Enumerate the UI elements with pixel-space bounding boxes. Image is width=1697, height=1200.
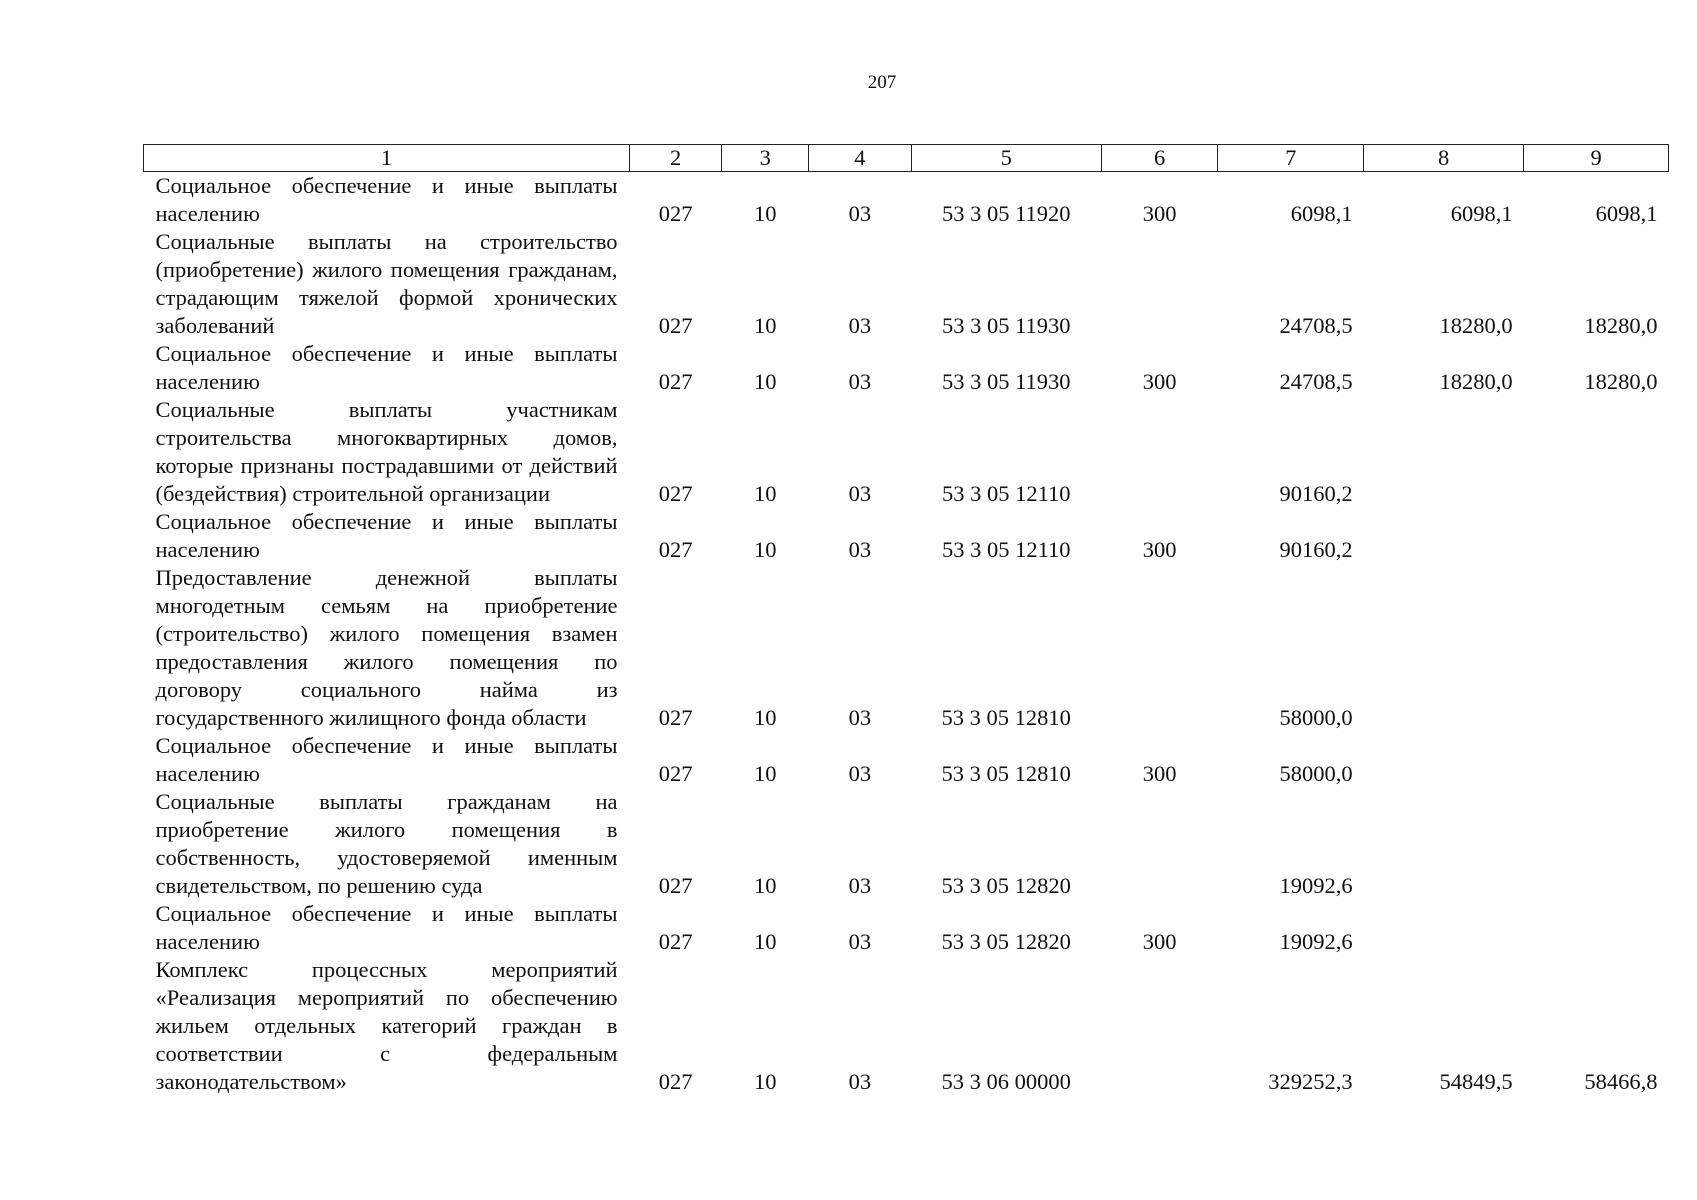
cell-section: 10 [753, 201, 777, 226]
cell-subsection: 03 [848, 369, 872, 394]
header-col-6: 6 [1101, 145, 1217, 172]
row-description: Социальное обеспечение и иные выплаты населению [155, 173, 618, 226]
cell-amount-year-2 [1364, 396, 1524, 508]
cell-section: 10 [753, 313, 777, 338]
cell-section: 10 [753, 537, 777, 562]
table-row [144, 900, 1669, 956]
cell-amount-year-1: 6098,1 [1290, 201, 1353, 226]
cell-amount-year-2 [1364, 564, 1524, 732]
page-number: 207 [867, 72, 897, 93]
cell-ministry-code: 027 [658, 1069, 693, 1094]
row-description: Комплекс процессных мероприятий «Реализация мероприятий по обеспечению жильем отдельных категорий граждан в соответствии с федеральным законодательством» [155, 957, 618, 1094]
cell-amount-year-3 [1524, 396, 1669, 508]
cell-ministry-code: 027 [658, 761, 693, 786]
cell-amount-year-3: 6098,1 [1595, 201, 1658, 226]
table-row [144, 340, 1669, 396]
cell-amount-year-2: 18280,0 [1439, 313, 1513, 338]
table-row [144, 508, 1669, 564]
cell-target-article: 53 3 05 12810 [941, 761, 1071, 786]
row-description: Социальное обеспечение и иные выплаты населению [155, 509, 618, 562]
cell-expense-type [1101, 228, 1217, 340]
table-row [144, 228, 1669, 340]
cell-expense-type [1101, 956, 1217, 1096]
cell-amount-year-2 [1364, 900, 1524, 956]
row-description: Социальные выплаты участникам строительства многоквартирных домов, которые признаны пострадавшими от действий (бездействия) строительной организации [155, 397, 618, 506]
cell-ministry-code: 027 [658, 481, 693, 506]
cell-amount-year-1: 90160,2 [1279, 481, 1353, 506]
cell-amount-year-3 [1524, 900, 1669, 956]
cell-expense-type: 300 [1142, 369, 1177, 394]
cell-section: 10 [753, 1069, 777, 1094]
cell-target-article: 53 3 05 11930 [941, 313, 1071, 338]
cell-subsection: 03 [848, 481, 872, 506]
row-description: Предоставление денежной выплаты многодетным семьям на приобретение (строительство) жилого помещения взамен предоставления жилого помещения по договору социального найма из государственного жилищного фонда области [155, 565, 618, 730]
cell-amount-year-1: 329252,3 [1268, 1069, 1353, 1094]
header-col-2: 2 [630, 145, 722, 172]
cell-target-article: 53 3 06 00000 [941, 1069, 1071, 1094]
cell-subsection: 03 [848, 705, 872, 730]
table-row [144, 564, 1669, 732]
cell-ministry-code: 027 [658, 369, 693, 394]
cell-subsection: 03 [848, 201, 872, 226]
cell-target-article: 53 3 05 11920 [941, 201, 1071, 226]
cell-section: 10 [753, 705, 777, 730]
cell-amount-year-3 [1524, 732, 1669, 788]
budget-table [143, 144, 1669, 1096]
cell-amount-year-2: 6098,1 [1450, 201, 1513, 226]
cell-target-article: 53 3 05 12820 [941, 873, 1071, 898]
cell-ministry-code: 027 [658, 705, 693, 730]
cell-target-article: 53 3 05 12110 [941, 481, 1071, 506]
cell-amount-year-1: 24708,5 [1279, 313, 1353, 338]
cell-amount-year-3 [1524, 508, 1669, 564]
cell-expense-type [1101, 396, 1217, 508]
cell-subsection: 03 [848, 313, 872, 338]
cell-amount-year-3 [1524, 564, 1669, 732]
table-row [144, 396, 1669, 508]
table-body [144, 172, 1669, 1097]
cell-section: 10 [753, 481, 777, 506]
table-row [144, 732, 1669, 788]
table-row [144, 956, 1669, 1096]
row-description: Социальное обеспечение и иные выплаты населению [155, 341, 618, 394]
cell-expense-type: 300 [1142, 761, 1177, 786]
cell-expense-type: 300 [1142, 201, 1177, 226]
cell-amount-year-1: 58000,0 [1279, 761, 1353, 786]
cell-amount-year-2 [1364, 732, 1524, 788]
cell-expense-type: 300 [1142, 537, 1177, 562]
header-col-7: 7 [1218, 145, 1364, 172]
header-col-4: 4 [809, 145, 911, 172]
header-row [144, 145, 1669, 172]
cell-expense-type [1101, 788, 1217, 900]
cell-subsection: 03 [848, 537, 872, 562]
cell-ministry-code: 027 [658, 929, 693, 954]
cell-amount-year-2 [1364, 508, 1524, 564]
row-description: Социальные выплаты на строительство (приобретение) жилого помещения гражданам, страдающим тяжелой формой хронических заболеваний [155, 229, 618, 338]
cell-amount-year-1: 19092,6 [1279, 929, 1353, 954]
cell-target-article: 53 3 05 12820 [941, 929, 1071, 954]
cell-amount-year-1: 24708,5 [1279, 369, 1353, 394]
cell-amount-year-1: 58000,0 [1279, 705, 1353, 730]
cell-target-article: 53 3 05 11930 [941, 369, 1071, 394]
cell-section: 10 [753, 761, 777, 786]
cell-amount-year-1: 19092,6 [1279, 873, 1353, 898]
cell-amount-year-3: 58466,8 [1584, 1069, 1658, 1094]
cell-amount-year-3: 18280,0 [1584, 313, 1658, 338]
cell-target-article: 53 3 05 12110 [941, 537, 1071, 562]
cell-target-article: 53 3 05 12810 [941, 705, 1071, 730]
cell-amount-year-2: 18280,0 [1439, 369, 1513, 394]
cell-section: 10 [753, 929, 777, 954]
header-col-1: 1 [144, 145, 630, 172]
row-description: Социальные выплаты гражданам на приобретение жилого помещения в собственность, удостоверяемой именным свидетельством, по решению суда [155, 789, 618, 898]
cell-section: 10 [753, 369, 777, 394]
row-description: Социальное обеспечение и иные выплаты населению [155, 901, 618, 954]
cell-amount-year-1: 90160,2 [1279, 537, 1353, 562]
cell-ministry-code: 027 [658, 313, 693, 338]
row-description: Социальное обеспечение и иные выплаты населению [155, 733, 618, 786]
table-row [144, 788, 1669, 900]
header-col-9: 9 [1524, 145, 1669, 172]
cell-amount-year-3: 18280,0 [1584, 369, 1658, 394]
cell-amount-year-2 [1364, 788, 1524, 900]
header-col-8: 8 [1364, 145, 1524, 172]
cell-subsection: 03 [848, 873, 872, 898]
cell-expense-type [1101, 564, 1217, 732]
cell-amount-year-2: 54849,5 [1439, 1069, 1513, 1094]
table-row [144, 172, 1669, 229]
header-col-5: 5 [911, 145, 1101, 172]
cell-section: 10 [753, 873, 777, 898]
cell-subsection: 03 [848, 761, 872, 786]
cell-ministry-code: 027 [658, 537, 693, 562]
cell-expense-type: 300 [1142, 929, 1177, 954]
cell-subsection: 03 [848, 929, 872, 954]
cell-ministry-code: 027 [658, 873, 693, 898]
cell-subsection: 03 [848, 1069, 872, 1094]
cell-ministry-code: 027 [658, 201, 693, 226]
cell-amount-year-3 [1524, 788, 1669, 900]
header-col-3: 3 [722, 145, 809, 172]
